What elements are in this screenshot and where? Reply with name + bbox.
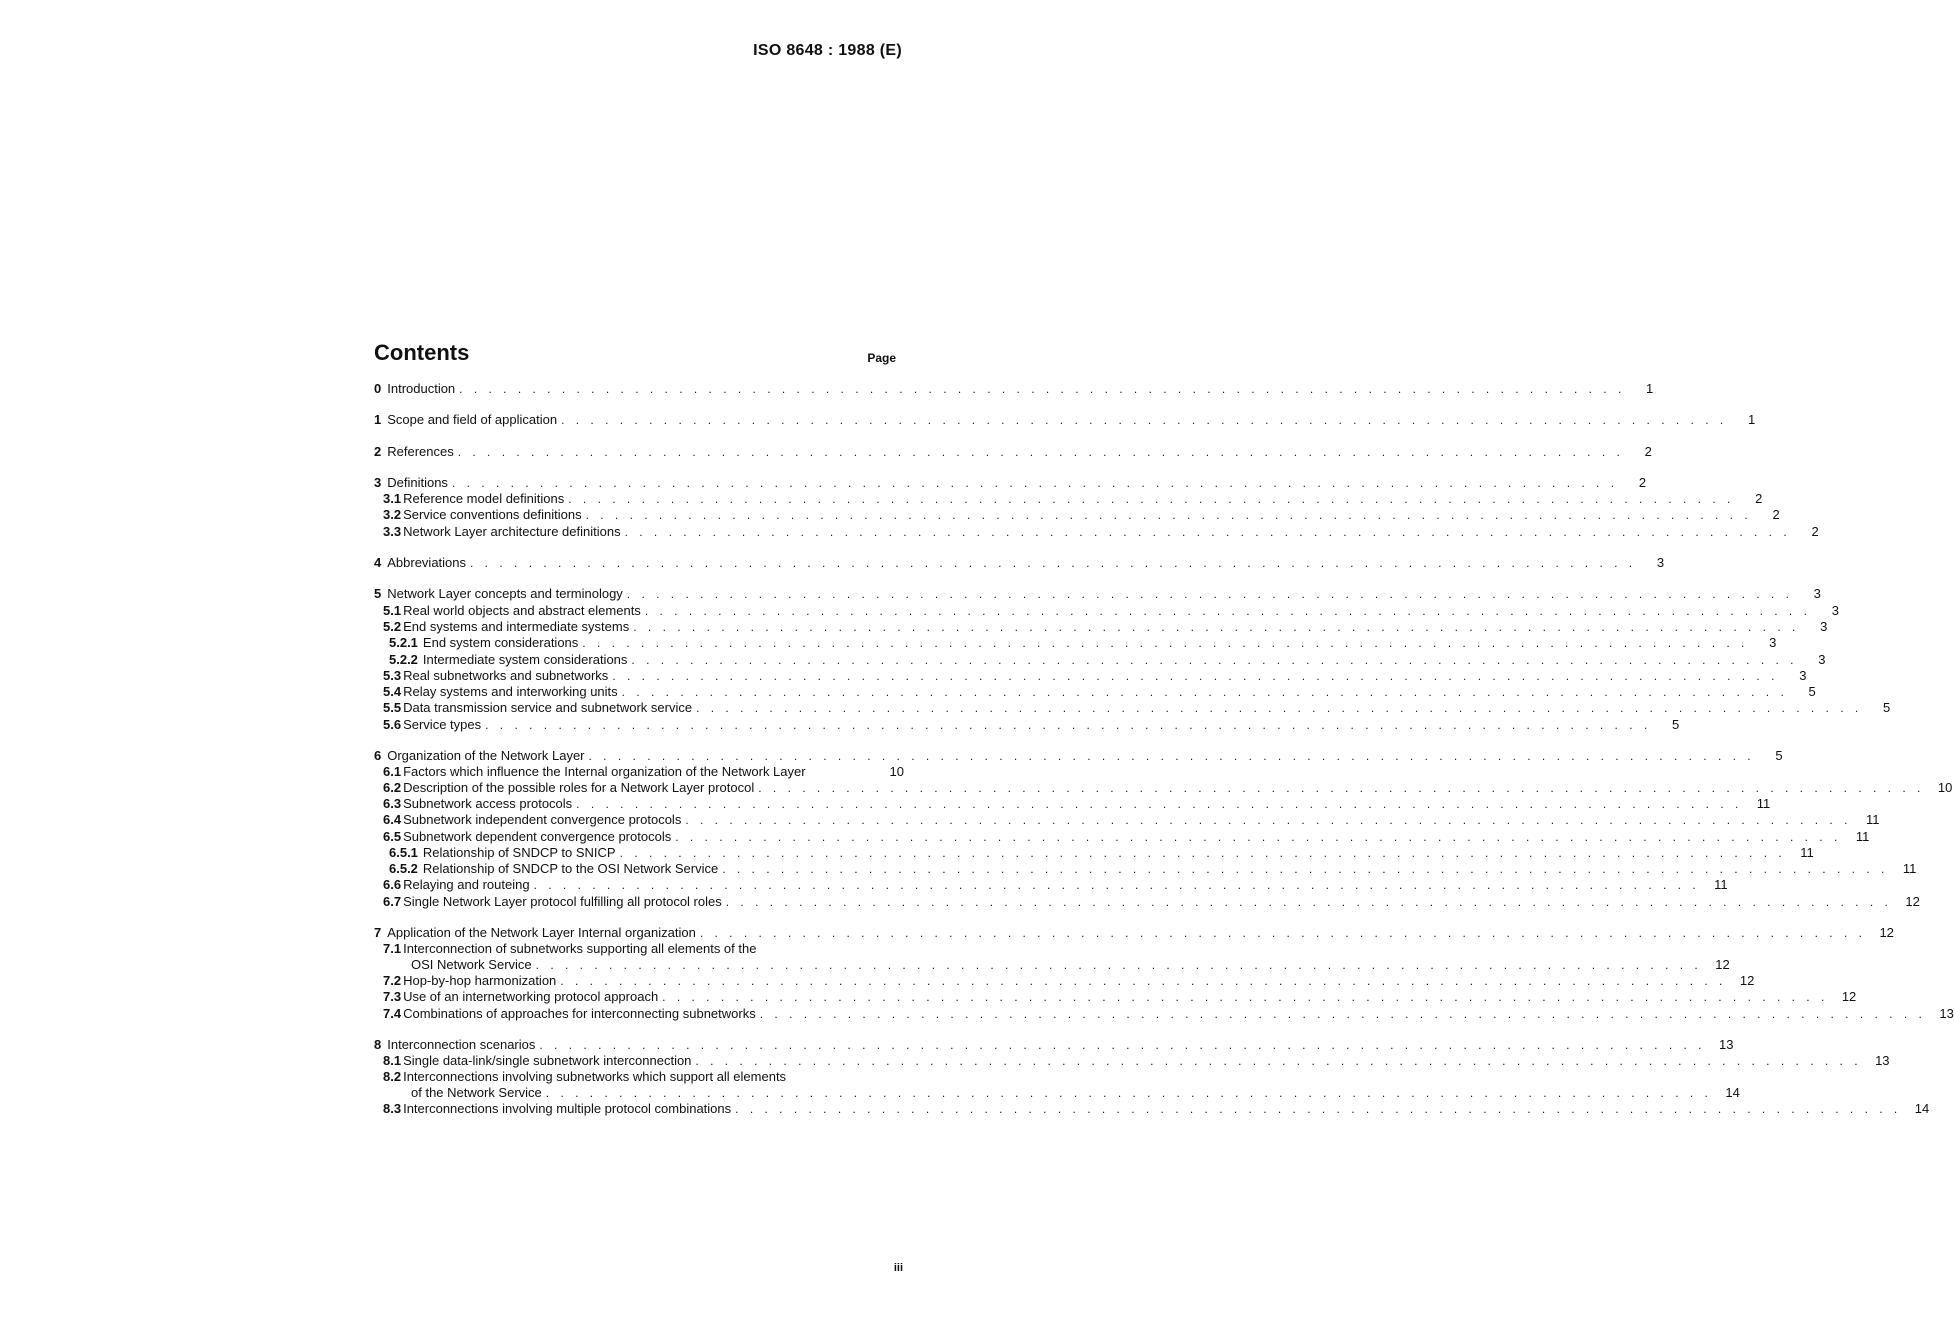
toc-entry[interactable] xyxy=(374,684,1816,700)
toc-entry-number: 6.7 xyxy=(383,893,402,909)
toc-entry-title: Relaying and routeing xyxy=(403,877,530,893)
toc-entries xyxy=(374,381,1954,1117)
toc-entry-number: 6.1 xyxy=(383,764,402,780)
toc-entry-page: 11 xyxy=(1756,795,1771,811)
toc-entry[interactable] xyxy=(374,700,1891,716)
toc-entry-number: 6.5.1 xyxy=(389,844,418,860)
toc-entry-title: Relationship of SNDCP to the OSI Network Service xyxy=(422,861,719,877)
toc-entry-number: 7 xyxy=(374,925,382,941)
dot-leader: . . . . . . . . . . . . . . . . . . . . . . . . . . . . . . . . . . . . . . . . . . . . . . . . . . . . . . . . . . . . . . . . . . . . . . . . . . . . . . . . xyxy=(470,556,1637,571)
toc-entry[interactable] xyxy=(374,812,1880,828)
toc-entry-page: 11 xyxy=(1865,812,1880,828)
toc-entry-title: Definitions xyxy=(387,474,448,490)
dot-leader: . . . . . . . . . . . . . . . . . . . . . . . . . . . . . . . . . . . . . . . . . . . . . . . . . . . . . . . . . . . . . . . . . . . . . . . . . . . . . . . . xyxy=(633,619,1800,634)
toc-entry[interactable] xyxy=(374,635,1777,651)
toc-entry-title: Introduction xyxy=(387,381,456,396)
toc-entry-number: 6.5.2 xyxy=(389,861,418,877)
toc-entry-number: 7.1 xyxy=(383,941,402,957)
dot-leader: . . . . . . . . . . . . . . . . . . . . . . . . . . . . . . . . . . . . . . . . . . . . . . . . . . . . . . . . . . . . . . . . . . . . . . . . . . . . . . . . xyxy=(685,813,1852,828)
dot-leader: . . . . . . . . . . . . . . . . . . . . . . . . . . . . . . . . . . . . . . . . . . . . . . . . . . . . . . . . . . . . . . . . . . . . . . . . . . . . . . . . xyxy=(588,749,1755,764)
toc-entry[interactable] xyxy=(374,1069,904,1084)
toc-entry-title: Network Layer concepts and terminology xyxy=(387,586,623,602)
toc-entry-number: 4 xyxy=(374,555,382,571)
toc-entry-page: 11 xyxy=(1800,844,1814,860)
toc-entry[interactable] xyxy=(374,941,904,956)
toc-entry-title: End system considerations xyxy=(422,635,579,651)
dot-leader: . . . . . . . . . . . . . . . . . . . . . . . . . . . . . . . . . . . . . . . . . . . . . . . . . . . . . . . . . . . . . . . . . . . . . . . . . . . . . . . . xyxy=(535,957,1702,972)
toc-section xyxy=(374,443,1652,460)
dot-leader: . . . . . . . . . . . . . . . . . . . . . . . . . . . . . . . . . . . . . . . . . . . . . . . . . . . . . . . . . . . . . . . . . . . . . . . . . . . . . . . . xyxy=(696,701,1863,716)
toc-entry-number: 6.5 xyxy=(383,828,402,844)
dot-leader: . . . . . . . . . . . . . . . . . . . . . . . . . . . . . . . . . . . . . . . . . . . . . . . . . . . . . . . . . . . . . . . . . . . . . . . . . . . . . . . . xyxy=(675,829,1842,844)
toc-entry-page: 10 xyxy=(889,764,904,780)
toc-entry-number: 8.3 xyxy=(383,1100,402,1116)
page-number: iii xyxy=(893,1262,903,1274)
toc-entry-number: 8.2 xyxy=(383,1069,402,1085)
toc-entry-number: 2 xyxy=(374,443,382,459)
toc-entry-title: Scope and field of application xyxy=(387,412,558,428)
toc-entry-page: 11 xyxy=(1855,828,1870,844)
toc-entry-title: Data transmission service and subnetwork service xyxy=(403,700,693,716)
toc-entry-number: 6.6 xyxy=(383,877,402,893)
toc-entry-number: 0 xyxy=(374,381,382,396)
dot-leader: . . . . . . . . . . . . . . . . . . . . . . . . . . . . . . . . . . . . . . . . . . . . . . . . . . . . . . . . . . . . . . . . . . . . . . . . . . . . . . . . xyxy=(560,973,1727,988)
toc-entry-title: Interconnection of subnetworks supporting all elements of the xyxy=(403,941,757,957)
dot-leader: . . . . . . . . . . . . . . . . . . . . . . . . . . . . . . . . . . . . . . . . . . . . . . . . . . . . . . . . . . . . . . . . . . . . . . . . . . . . . . . . xyxy=(576,796,1743,811)
toc-entry[interactable] xyxy=(374,618,1828,635)
toc-entry[interactable] xyxy=(374,748,1783,764)
toc-entry-page: 2 xyxy=(1811,523,1819,539)
toc-entry[interactable] xyxy=(374,381,1654,397)
toc-entry[interactable] xyxy=(374,1005,1954,1022)
toc-entry-title: Interconnection scenarios xyxy=(387,1036,536,1052)
toc-entry-title: Subnetwork dependent convergence protocols xyxy=(403,828,672,844)
toc-entry[interactable] xyxy=(374,412,1756,428)
toc-entry-title: Single data-link/single subnetwork interconnection xyxy=(403,1053,692,1069)
toc-entry-number: 5.5 xyxy=(383,700,402,716)
toc-entry-page: 1 xyxy=(1646,381,1654,396)
toc-entry[interactable] xyxy=(374,491,1763,507)
dot-leader: . . . . . . . . . . . . . . . . . . . . . . . . . . . . . . . . . . . . . . . . . . . . . . . . . . . . . . . . . . . . . . . . . . . . . . . . . . . . . . . . xyxy=(735,1101,1902,1116)
toc-entry-title: References xyxy=(387,443,454,459)
table-of-contents xyxy=(374,340,1954,1117)
dot-leader: . . . . . . . . . . . . . . . . . . . . . . . . . . . . . . . . . . . . . . . . . . . . . . . . . . . . . . . . . . . . . . . . . . . . . . . . . . . . . . . . xyxy=(725,894,1892,909)
toc-entry-number: 3 xyxy=(374,474,382,490)
toc-entry-page: 14 xyxy=(1914,1100,1930,1116)
dot-leader: . . . . . . . . . . . . . . . . . . . . . . . . . . . . . . . . . . . . . . . . . . . . . . . . . . . . . . . . . . . . . . . . . . . . . . . . . . . . . . . . xyxy=(533,878,1700,893)
toc-entry-number: 6.3 xyxy=(383,795,402,811)
dot-leader: . . . . . . . . . . . . . . . . . . . . . . . . . . . . . . . . . . . . . . . . . . . . . . . . . . . . . . . . . . . . . . . . . . . . . . . . . . . . . . . . xyxy=(545,1085,1712,1100)
toc-entry-page: 2 xyxy=(1638,474,1647,490)
toc-entry[interactable] xyxy=(374,972,1755,989)
toc-entry-title: Single Network Layer protocol fulfilling all protocol roles xyxy=(403,893,722,909)
toc-entry-title: OSI Network Service xyxy=(411,956,532,972)
toc-entry-page: 11 xyxy=(1714,877,1728,893)
toc-entry-title: Description of the possible roles for a Network Layer protocol xyxy=(403,779,755,795)
dot-leader: . . . . . . . . . . . . . . . . . . . . . . . . . . . . . . . . . . . . . . . . . . . . . . . . . . . . . . . . . . . . . . . . . . . . . . . . . . . . . . . . xyxy=(759,1006,1926,1021)
toc-entry[interactable] xyxy=(374,956,1730,973)
toc-entry-page: 5 xyxy=(1672,716,1680,732)
toc-entry-page: 1 xyxy=(1747,412,1756,428)
dot-leader: . . . . . . . . . . . . . . . . . . . . . . . . . . . . . . . . . . . . . . . . . . . . . . . . . . . . . . . . . . . . . . . . . . . . . . . . . . . . . . . . xyxy=(624,524,1791,539)
toc-entry[interactable] xyxy=(374,764,904,779)
dot-leader: . . . . . . . . . . . . . . . . . . . . . . . . . . . . . . . . . . . . . . . . . . . . . . . . . . . . . . . . . . . . . . . . . . . . . . . . . . . . . . . . xyxy=(539,1037,1706,1052)
toc-entry-page: 2 xyxy=(1755,491,1763,507)
toc-entry-page: 3 xyxy=(1769,635,1777,651)
toc-entry-number: 6 xyxy=(374,748,382,764)
toc-entry[interactable] xyxy=(374,989,1857,1005)
dot-leader: . . . . . . . . . . . . . . . . . . . . . . . . . . . . . . . . . . . . . . . . . . . . . . . . . . . . . . . . . . . . . . . . . . . . . . . . . . . . . . . . xyxy=(619,845,1786,860)
toc-entry-title: Organization of the Network Layer xyxy=(387,748,585,764)
toc-entry-number: 5.6 xyxy=(383,716,402,732)
dot-leader: . . . . . . . . . . . . . . . . . . . . . . . . . . . . . . . . . . . . . . . . . . . . . . . . . . . . . . . . . . . . . . . . . . . . . . . . . . . . . . . . xyxy=(695,1054,1862,1069)
toc-entry-number: 7.2 xyxy=(383,972,402,988)
toc-section xyxy=(374,925,1954,1022)
toc-entry-page: 12 xyxy=(1739,972,1755,988)
toc-entry[interactable] xyxy=(374,779,1953,796)
toc-entry-number: 5 xyxy=(374,586,382,602)
toc-entry-title: Interconnections involving multiple protocol combinations xyxy=(403,1100,732,1116)
toc-entry[interactable] xyxy=(374,893,1920,910)
toc-entry-number: 5.2.2 xyxy=(389,651,418,667)
toc-entry[interactable] xyxy=(374,651,1826,668)
dot-leader: . . . . . . . . . . . . . . . . . . . . . . . . . . . . . . . . . . . . . . . . . . . . . . . . . . . . . . . . . . . . . . . . . . . . . . . . . . . . . . . . xyxy=(644,603,1811,618)
toc-entry[interactable] xyxy=(374,1053,1890,1069)
toc-entry[interactable] xyxy=(374,925,1894,941)
dot-leader: . . . . . . . . . . . . . . . . . . . . . . . . . . . . . . . . . . . . . . . . . . . . . . . . . . . . . . . . . . . . . . . . . . . . . . . . . . . . . . . . xyxy=(568,492,1735,507)
toc-entry-title: Real world objects and abstract elements xyxy=(403,602,641,618)
toc-entry-title: Factors which influence the Internal organization of the Network Layer xyxy=(403,764,806,780)
toc-entry-page: 12 xyxy=(1715,956,1730,972)
dot-leader: . . . . . . . . . . . . . . . . . . . . . . . . . . . . . . . . . . . . . . . . . . . . . . . . . . . . . . . . . . . . . . . . . . . . . . . . . . . . . . . . xyxy=(457,444,1624,459)
toc-section xyxy=(374,381,1654,397)
toc-section xyxy=(374,474,1819,540)
toc-entry-page: 11 xyxy=(1902,861,1917,877)
toc-entry-page: 13 xyxy=(1939,1005,1954,1021)
dot-leader: . . . . . . . . . . . . . . . . . . . . . . . . . . . . . . . . . . . . . . . . . . . . . . . . . . . . . . . . . . . . . . . . . . . . . . . . . . . . . . . . xyxy=(699,926,1866,941)
toc-entry-page: 12 xyxy=(1841,989,1857,1005)
toc-section xyxy=(374,748,1953,910)
toc-entry[interactable] xyxy=(374,443,1652,460)
toc-heading-row xyxy=(374,340,904,372)
toc-section xyxy=(374,586,1891,733)
toc-entry-title: Relationship of SNDCP to SNICP xyxy=(422,844,616,860)
toc-entry[interactable] xyxy=(374,1100,1930,1117)
toc-section xyxy=(374,555,1665,571)
document-id-header: ISO 8648 : 1988 (E) xyxy=(753,42,902,59)
toc-entry-page: 12 xyxy=(1905,893,1920,909)
toc-entry-page: 5 xyxy=(1775,748,1783,764)
toc-entry-page: 2 xyxy=(1772,507,1780,523)
toc-entry-title: End systems and intermediate systems xyxy=(403,618,630,634)
toc-entry-page: 3 xyxy=(1820,618,1828,634)
toc-entry-number: 3.2 xyxy=(383,507,402,523)
toc-entry-title: Subnetwork independent convergence protocols xyxy=(403,812,682,828)
toc-entry-number: 5.4 xyxy=(383,684,402,700)
toc-entry-page: 3 xyxy=(1813,586,1821,602)
toc-entry-page: 3 xyxy=(1656,555,1665,571)
dot-leader: . . . . . . . . . . . . . . . . . . . . . . . . . . . . . . . . . . . . . . . . . . . . . . . . . . . . . . . . . . . . . . . . . . . . . . . . . . . . . . . . xyxy=(758,780,1925,795)
dot-leader: . . . . . . . . . . . . . . . . . . . . . . . . . . . . . . . . . . . . . . . . . . . . . . . . . . . . . . . . . . . . . . . . . . . . . . . . . . . . . . . . xyxy=(459,382,1626,396)
dot-leader: . . . . . . . . . . . . . . . . . . . . . . . . . . . . . . . . . . . . . . . . . . . . . . . . . . . . . . . . . . . . . . . . . . . . . . . . . . . . . . . . xyxy=(631,652,1798,667)
toc-entry-title: Reference model definitions xyxy=(403,491,565,507)
toc-entry-number: 8.1 xyxy=(383,1053,402,1069)
toc-entry-page: 5 xyxy=(1882,700,1891,716)
toc-entry-page: 14 xyxy=(1725,1084,1740,1100)
toc-entry-title: Intermediate system considerations xyxy=(422,651,628,667)
toc-entry-page: 3 xyxy=(1831,602,1839,618)
toc-entry[interactable] xyxy=(374,828,1870,845)
toc-entry-title: Network Layer architecture definitions xyxy=(403,523,621,539)
toc-entry[interactable] xyxy=(374,716,1680,733)
toc-entry[interactable] xyxy=(374,1084,1740,1101)
toc-entry-title: Use of an internetworking protocol approach xyxy=(403,989,659,1005)
dot-leader: . . . . . . . . . . . . . . . . . . . . . . . . . . . . . . . . . . . . . . . . . . . . . . . . . . . . . . . . . . . . . . . . . . . . . . . . . . . . . . . . xyxy=(485,717,1652,732)
dot-leader: . . . . . . . . . . . . . . . . . . . . . . . . . . . . . . . . . . . . . . . . . . . . . . . . . . . . . . . . . . . . . . . . . . . . . . . . . . . . . . . . xyxy=(585,508,1752,523)
toc-entry-number: 6.2 xyxy=(383,779,402,795)
dot-leader: . . . . . . . . . . . . . . . . . . . . . . . . . . . . . . . . . . . . . . . . . . . . . . . . . . . . . . . . . . . . . . . . . . . . . . . . . . . . . . . . xyxy=(451,475,1619,490)
toc-entry[interactable] xyxy=(374,795,1771,812)
toc-entry-number: 3.3 xyxy=(383,523,402,539)
toc-entry-page: 13 xyxy=(1875,1053,1890,1069)
dot-leader: . . . . . . . . . . . . . . . . . . . . . . . . . . . . . . . . . . . . . . . . . . . . . . . . . . . . . . . . . . . . . . . . . . . . . . . . . . . . . . . . xyxy=(612,668,1779,683)
toc-entry[interactable] xyxy=(374,586,1821,602)
toc-entry-page: 12 xyxy=(1879,925,1894,941)
toc-entry[interactable] xyxy=(374,555,1665,571)
toc-entry-number: 5.1 xyxy=(383,602,402,618)
toc-entry[interactable] xyxy=(374,602,1839,619)
toc-entry-number: 6.4 xyxy=(383,812,402,828)
toc-entry[interactable] xyxy=(374,861,1917,877)
toc-section xyxy=(374,1036,1930,1117)
toc-page-column-header: Page xyxy=(867,351,896,365)
toc-entry-page: 3 xyxy=(1799,667,1807,683)
dot-leader: . . . . . . . . . . . . . . . . . . . . . . . . . . . . . . . . . . . . . . . . . . . . . . . . . . . . . . . . . . . . . . . . . . . . . . . . . . . . . . . . xyxy=(662,990,1829,1005)
toc-entry[interactable] xyxy=(374,507,1780,523)
toc-entry-title: Service conventions definitions xyxy=(403,507,582,523)
toc-entry[interactable] xyxy=(374,523,1819,540)
toc-entry[interactable] xyxy=(374,1036,1734,1053)
toc-entry-number: 5.2 xyxy=(383,618,402,634)
toc-entry[interactable] xyxy=(374,667,1807,684)
toc-entry-page: 3 xyxy=(1818,651,1826,667)
toc-title: Contents xyxy=(374,340,470,365)
toc-entry-title: Interconnections involving subnetworks which support all elements xyxy=(403,1069,787,1085)
toc-entry-title: Service types xyxy=(403,716,482,732)
toc-entry-page: 2 xyxy=(1644,443,1652,459)
toc-entry-title: Relay systems and interworking units xyxy=(403,684,618,700)
dot-leader: . . . . . . . . . . . . . . . . . . . . . . . . . . . . . . . . . . . . . . . . . . . . . . . . . . . . . . . . . . . . . . . . . . . . . . . . . . . . . . . . xyxy=(722,862,1889,877)
toc-entry-number: 1 xyxy=(374,412,382,428)
toc-entry-page: 10 xyxy=(1937,779,1953,795)
toc-entry[interactable] xyxy=(374,474,1647,491)
dot-leader: . . . . . . . . . . . . . . . . . . . . . . . . . . . . . . . . . . . . . . . . . . . . . . . . . . . . . . . . . . . . . . . . . . . . . . . . . . . . . . . . xyxy=(561,413,1728,428)
toc-entry-title: Real subnetworks and subnetworks xyxy=(403,667,609,683)
toc-entry-number: 3.1 xyxy=(383,491,402,507)
toc-entry-title: Subnetwork access protocols xyxy=(403,795,573,811)
dot-leader: . . . . . . . . . . . . . . . . . . . . . . . . . . . . . . . . . . . . . . . . . . . . . . . . . . . . . . . . . . . . . . . . . . . . . . . . . . . . . . . . xyxy=(621,685,1788,700)
toc-entry-number: 7.4 xyxy=(383,1005,402,1021)
toc-entry-number: 8 xyxy=(374,1036,382,1052)
dot-leader: . . . . . . . . . . . . . . . . . . . . . . . . . . . . . . . . . . . . . . . . . . . . . . . . . . . . . . . . . . . . . . . . . . . . . . . . . . . . . . . . xyxy=(626,587,1793,602)
toc-section xyxy=(374,412,1756,428)
toc-entry-title: Abbreviations xyxy=(387,555,467,571)
toc-entry-title: Hop-by-hop harmonization xyxy=(403,972,557,988)
toc-entry-page: 13 xyxy=(1719,1036,1734,1052)
toc-entry-number: 5.2.1 xyxy=(389,635,418,651)
toc-entry-page: 5 xyxy=(1808,684,1816,700)
toc-entry-number: 5.3 xyxy=(383,667,402,683)
toc-entry-title: Application of the Network Layer Internal organization xyxy=(387,925,696,941)
toc-entry-title: of the Network Service xyxy=(411,1084,542,1100)
toc-entry-number: 7.3 xyxy=(383,989,402,1005)
toc-entry[interactable] xyxy=(374,877,1728,893)
toc-entry[interactable] xyxy=(374,844,1814,861)
dot-leader: . . . . . . . . . . . . . . . . . . . . . . . . . . . . . . . . . . . . . . . . . . . . . . . . . . . . . . . . . . . . . . . . . . . . . . . . . . . . . . . . xyxy=(582,636,1749,651)
toc-entry-title: Combinations of approaches for interconnecting subnetworks xyxy=(403,1005,756,1021)
